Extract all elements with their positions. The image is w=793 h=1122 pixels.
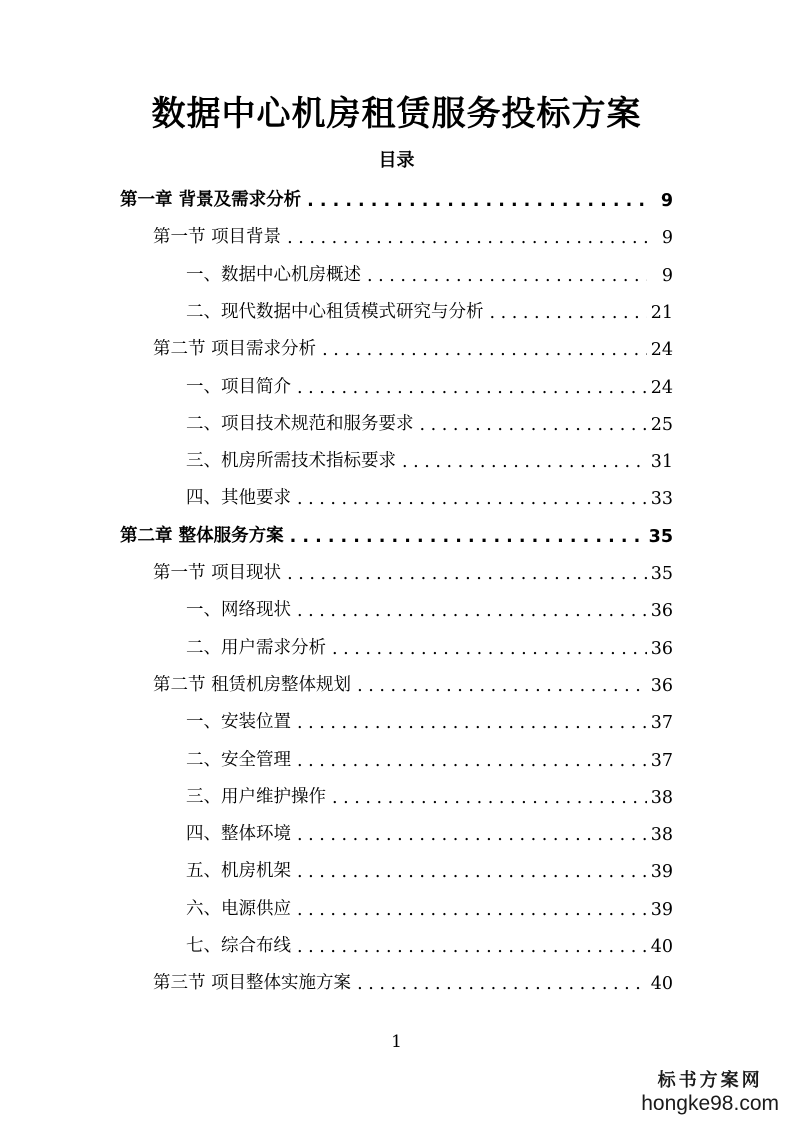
watermark-cn-text: 标书方案网 [657, 1070, 763, 1091]
toc-entry-label: 第三节 项目整体实施方案 [153, 973, 352, 994]
toc-dot-leader [357, 676, 647, 696]
toc-entry[interactable] [120, 175, 673, 211]
toc-entry[interactable] [186, 846, 673, 882]
toc-dot-leader [297, 378, 647, 398]
toc-entry-page: 33 [650, 489, 673, 510]
toc-entry[interactable] [186, 362, 673, 398]
toc-dot-leader [297, 900, 647, 920]
toc-entry-page: 24 [650, 377, 673, 398]
toc-entry-page: 24 [650, 340, 673, 361]
toc-entry-label: 四、其他要求 [186, 488, 291, 509]
toc-entry[interactable] [186, 250, 673, 286]
toc-entry-page: 38 [650, 825, 673, 846]
toc-dot-leader [420, 415, 647, 435]
toc-entry-label: 七、综合布线 [186, 936, 291, 956]
toc-entry-label: 一、数据中心机房概述 [186, 264, 361, 285]
toc-entry-page: 37 [650, 750, 673, 771]
toc-entry-label: 第一章 背景及需求分析 [120, 190, 302, 210]
toc-entry-label: 一、安装位置 [186, 712, 291, 733]
toc-dot-leader [322, 340, 647, 360]
toc-entry-page: 40 [650, 974, 673, 995]
toc-dot-leader [297, 601, 647, 621]
toc-entry[interactable] [153, 324, 673, 360]
toc-entry-label: 第二节 项目需求分析 [153, 339, 317, 360]
toc-entry-label: 第一节 项目背景 [153, 227, 282, 248]
toc-entry-page: 36 [650, 601, 673, 622]
toc-dot-leader [297, 713, 647, 733]
toc-entry[interactable] [186, 287, 673, 323]
toc-dot-leader [297, 937, 647, 957]
toc-dot-leader [287, 564, 647, 584]
toc-entry[interactable] [153, 548, 673, 584]
toc-entry[interactable] [186, 884, 673, 920]
toc-entry-page: 36 [650, 638, 673, 659]
toc-entry[interactable] [186, 473, 673, 509]
toc-entry[interactable] [153, 958, 673, 994]
toc-dot-leader [332, 788, 647, 808]
toc-entry[interactable] [186, 623, 673, 659]
toc-entry-label: 二、用户需求分析 [186, 637, 326, 658]
document-title: 数据中心机房租赁服务投标方案 [151, 94, 642, 134]
toc-dot-leader [367, 266, 647, 286]
toc-heading: 目录 [378, 150, 415, 171]
toc-entry-label: 二、安全管理 [186, 749, 291, 770]
toc-entry-page: 36 [650, 675, 673, 696]
toc-entry-label: 第一节 项目现状 [153, 563, 282, 583]
toc-entry[interactable] [186, 697, 673, 733]
toc-dot-leader [357, 974, 647, 994]
toc-entry-label: 四、整体环境 [186, 824, 291, 845]
toc-dot-leader [297, 751, 647, 771]
toc-entry[interactable] [153, 660, 673, 696]
toc-entry-page: 9 [661, 228, 673, 249]
toc-entry-label: 六、电源供应 [186, 898, 291, 919]
toc-dot-leader [297, 862, 647, 882]
toc-entry-label: 三、用户维护操作 [186, 786, 326, 807]
toc-dot-leader [490, 303, 647, 323]
toc-entry[interactable] [186, 585, 673, 621]
toc-entry-page: 9 [661, 265, 673, 286]
toc-entry-page: 39 [650, 899, 673, 920]
toc-entry-label: 二、项目技术规范和服务要求 [186, 413, 414, 434]
toc-dot-leader [307, 191, 647, 211]
toc-entry-label: 二、现代数据中心租赁模式研究与分析 [186, 301, 484, 322]
toc-dot-leader [332, 639, 647, 659]
watermark-logo [641, 1066, 779, 1116]
toc-entry-label: 三、机房所需技术指标要求 [186, 451, 396, 472]
toc-entry[interactable] [186, 735, 673, 771]
toc-dot-leader [402, 452, 647, 472]
toc-entry-page: 37 [650, 713, 673, 734]
toc-entry-label: 一、项目简介 [186, 376, 291, 397]
toc-entry-page: 25 [650, 414, 673, 435]
toc-entry-label: 第二章 整体服务方案 [120, 525, 284, 546]
toc-entry[interactable] [120, 511, 673, 547]
toc-entry-label: 一、网络现状 [186, 600, 291, 621]
toc-entry[interactable] [186, 809, 673, 845]
toc-entry[interactable] [186, 772, 673, 808]
toc-entry-page: 40 [650, 937, 673, 957]
toc-entry-page: 38 [650, 787, 673, 808]
toc-entry-page: 35 [648, 526, 673, 547]
watermark-url-text: hongke98.com [641, 1092, 779, 1115]
toc-entry-page: 35 [650, 564, 673, 584]
toc-entry-label: 五、机房机架 [186, 861, 291, 882]
toc-entry[interactable] [186, 436, 673, 472]
toc-entry[interactable] [186, 921, 673, 957]
toc-entry-page: 39 [650, 862, 673, 883]
toc-entry[interactable] [153, 212, 673, 248]
page-number: 1 [391, 1032, 402, 1052]
toc-dot-leader [290, 527, 645, 547]
toc-entry-page: 31 [650, 452, 673, 473]
toc-entry[interactable] [186, 399, 673, 435]
toc-dot-leader [297, 825, 647, 845]
toc-entry-page: 21 [650, 302, 673, 323]
toc-dot-leader [297, 489, 647, 509]
toc-entry-page: 9 [660, 191, 673, 211]
toc-entry-label: 第二节 租赁机房整体规划 [153, 674, 352, 695]
toc-dot-leader [287, 228, 647, 248]
